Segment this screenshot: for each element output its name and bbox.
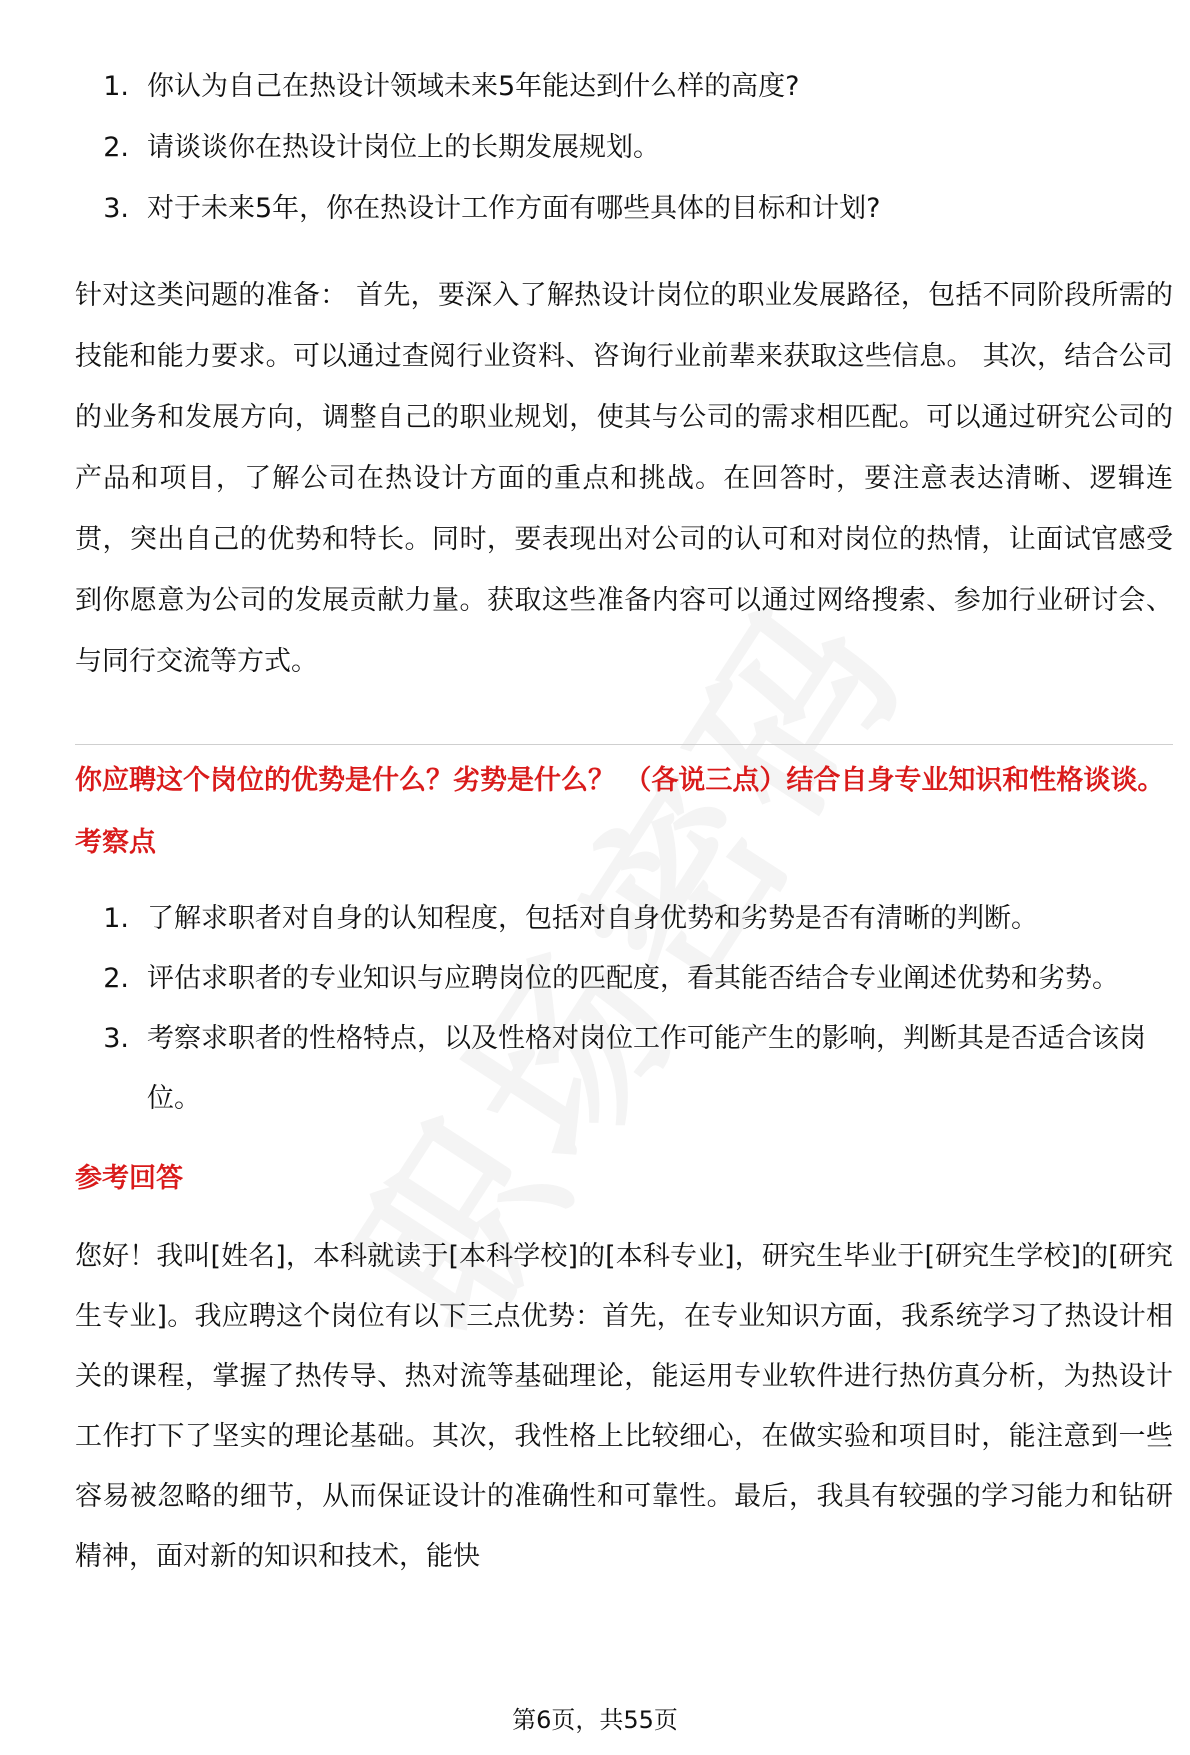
list-number: 1.: [103, 71, 129, 102]
list-text: 了解求职者对自身的认知程度，包括对自身优势和劣势是否有清晰的判断。: [147, 903, 1038, 934]
list-text: 对于未来5年，你在热设计工作方面有哪些具体的目标和计划?: [147, 193, 881, 224]
page-number: 第6页，共55页: [512, 1706, 678, 1734]
list-text: 你认为自己在热设计领域未来5年能达到什么样的高度?: [147, 71, 800, 102]
list-item: [75, 178, 1173, 239]
list-number: 3.: [103, 193, 129, 224]
section-title-assessment: 考察点: [75, 827, 156, 858]
list-number: 3.: [103, 1023, 129, 1054]
list-number: 2.: [103, 963, 129, 994]
list-text: 评估求职者的专业知识与应聘岗位的匹配度，看其能否结合专业阐述优势和劣势。: [147, 963, 1119, 994]
section-divider: [75, 744, 1173, 745]
list-text: 考察求职者的性格特点，以及性格对岗位工作可能产生的影响，判断其是否适合该岗位。: [147, 1023, 1146, 1114]
question-list: [75, 56, 1173, 239]
interview-question: 你应聘这个岗位的优势是什么？劣势是什么？ （各说三点）结合自身专业知识和性格谈谈。: [75, 765, 1165, 796]
list-item: [75, 56, 1173, 117]
reference-answer-paragraph: 您好！我叫[姓名]，本科就读于[本科学校]的[本科专业]，研究生毕业于[研究生学校]的[研究生专业]。我应聘这个岗位有以下三点优势：首先，在专业知识方面，我系统学习了热设计相关的课程，掌握了热传导、热对流等基础理论，能运用专业软件进行热仿真分析，为热设计工作打下了坚实的理论基础。其次，我性格上比较细心，在做实验和项目时，能注意到一些容易被忽略的细节，从而保证设计的准确性和可靠性。最后，我具有较强的学习能力和钻研精神，面对新的知识和技术，能快: [75, 1241, 1173, 1572]
list-number: 2.: [103, 132, 129, 163]
preparation-paragraph: 针对这类问题的准备： 首先，要深入了解热设计岗位的职业发展路径，包括不同阶段所需的技能和能力要求。可以通过查阅行业资料、咨询行业前辈来获取这些信息。 其次，结合公司的业务和发展方向，调整自己的职业规划，使其与公司的需求相匹配。可以通过研究公司的产品和项目，了解公司在热设计方面的重点和挑战。在回答时，要注意表达清晰、逻辑连贯，突出自己的优势和特长。同时，要表现出对公司的认可和对岗位的热情，让面试官感受到你愿意为公司的发展贡献力量。获取这些准备内容可以通过网络搜索、参加行业研讨会、与同行交流等方式。: [75, 280, 1173, 677]
list-number: 1.: [103, 903, 129, 934]
list-item: [75, 889, 1173, 949]
page-content: [75, 56, 1173, 1587]
list-item: [75, 1009, 1173, 1129]
list-text: 请谈谈你在热设计岗位上的长期发展规划。: [147, 132, 660, 163]
assessment-points-list: [75, 889, 1173, 1129]
section-title-reference-answer: 参考回答: [75, 1163, 183, 1194]
list-item: [75, 117, 1173, 178]
list-item: [75, 949, 1173, 1009]
